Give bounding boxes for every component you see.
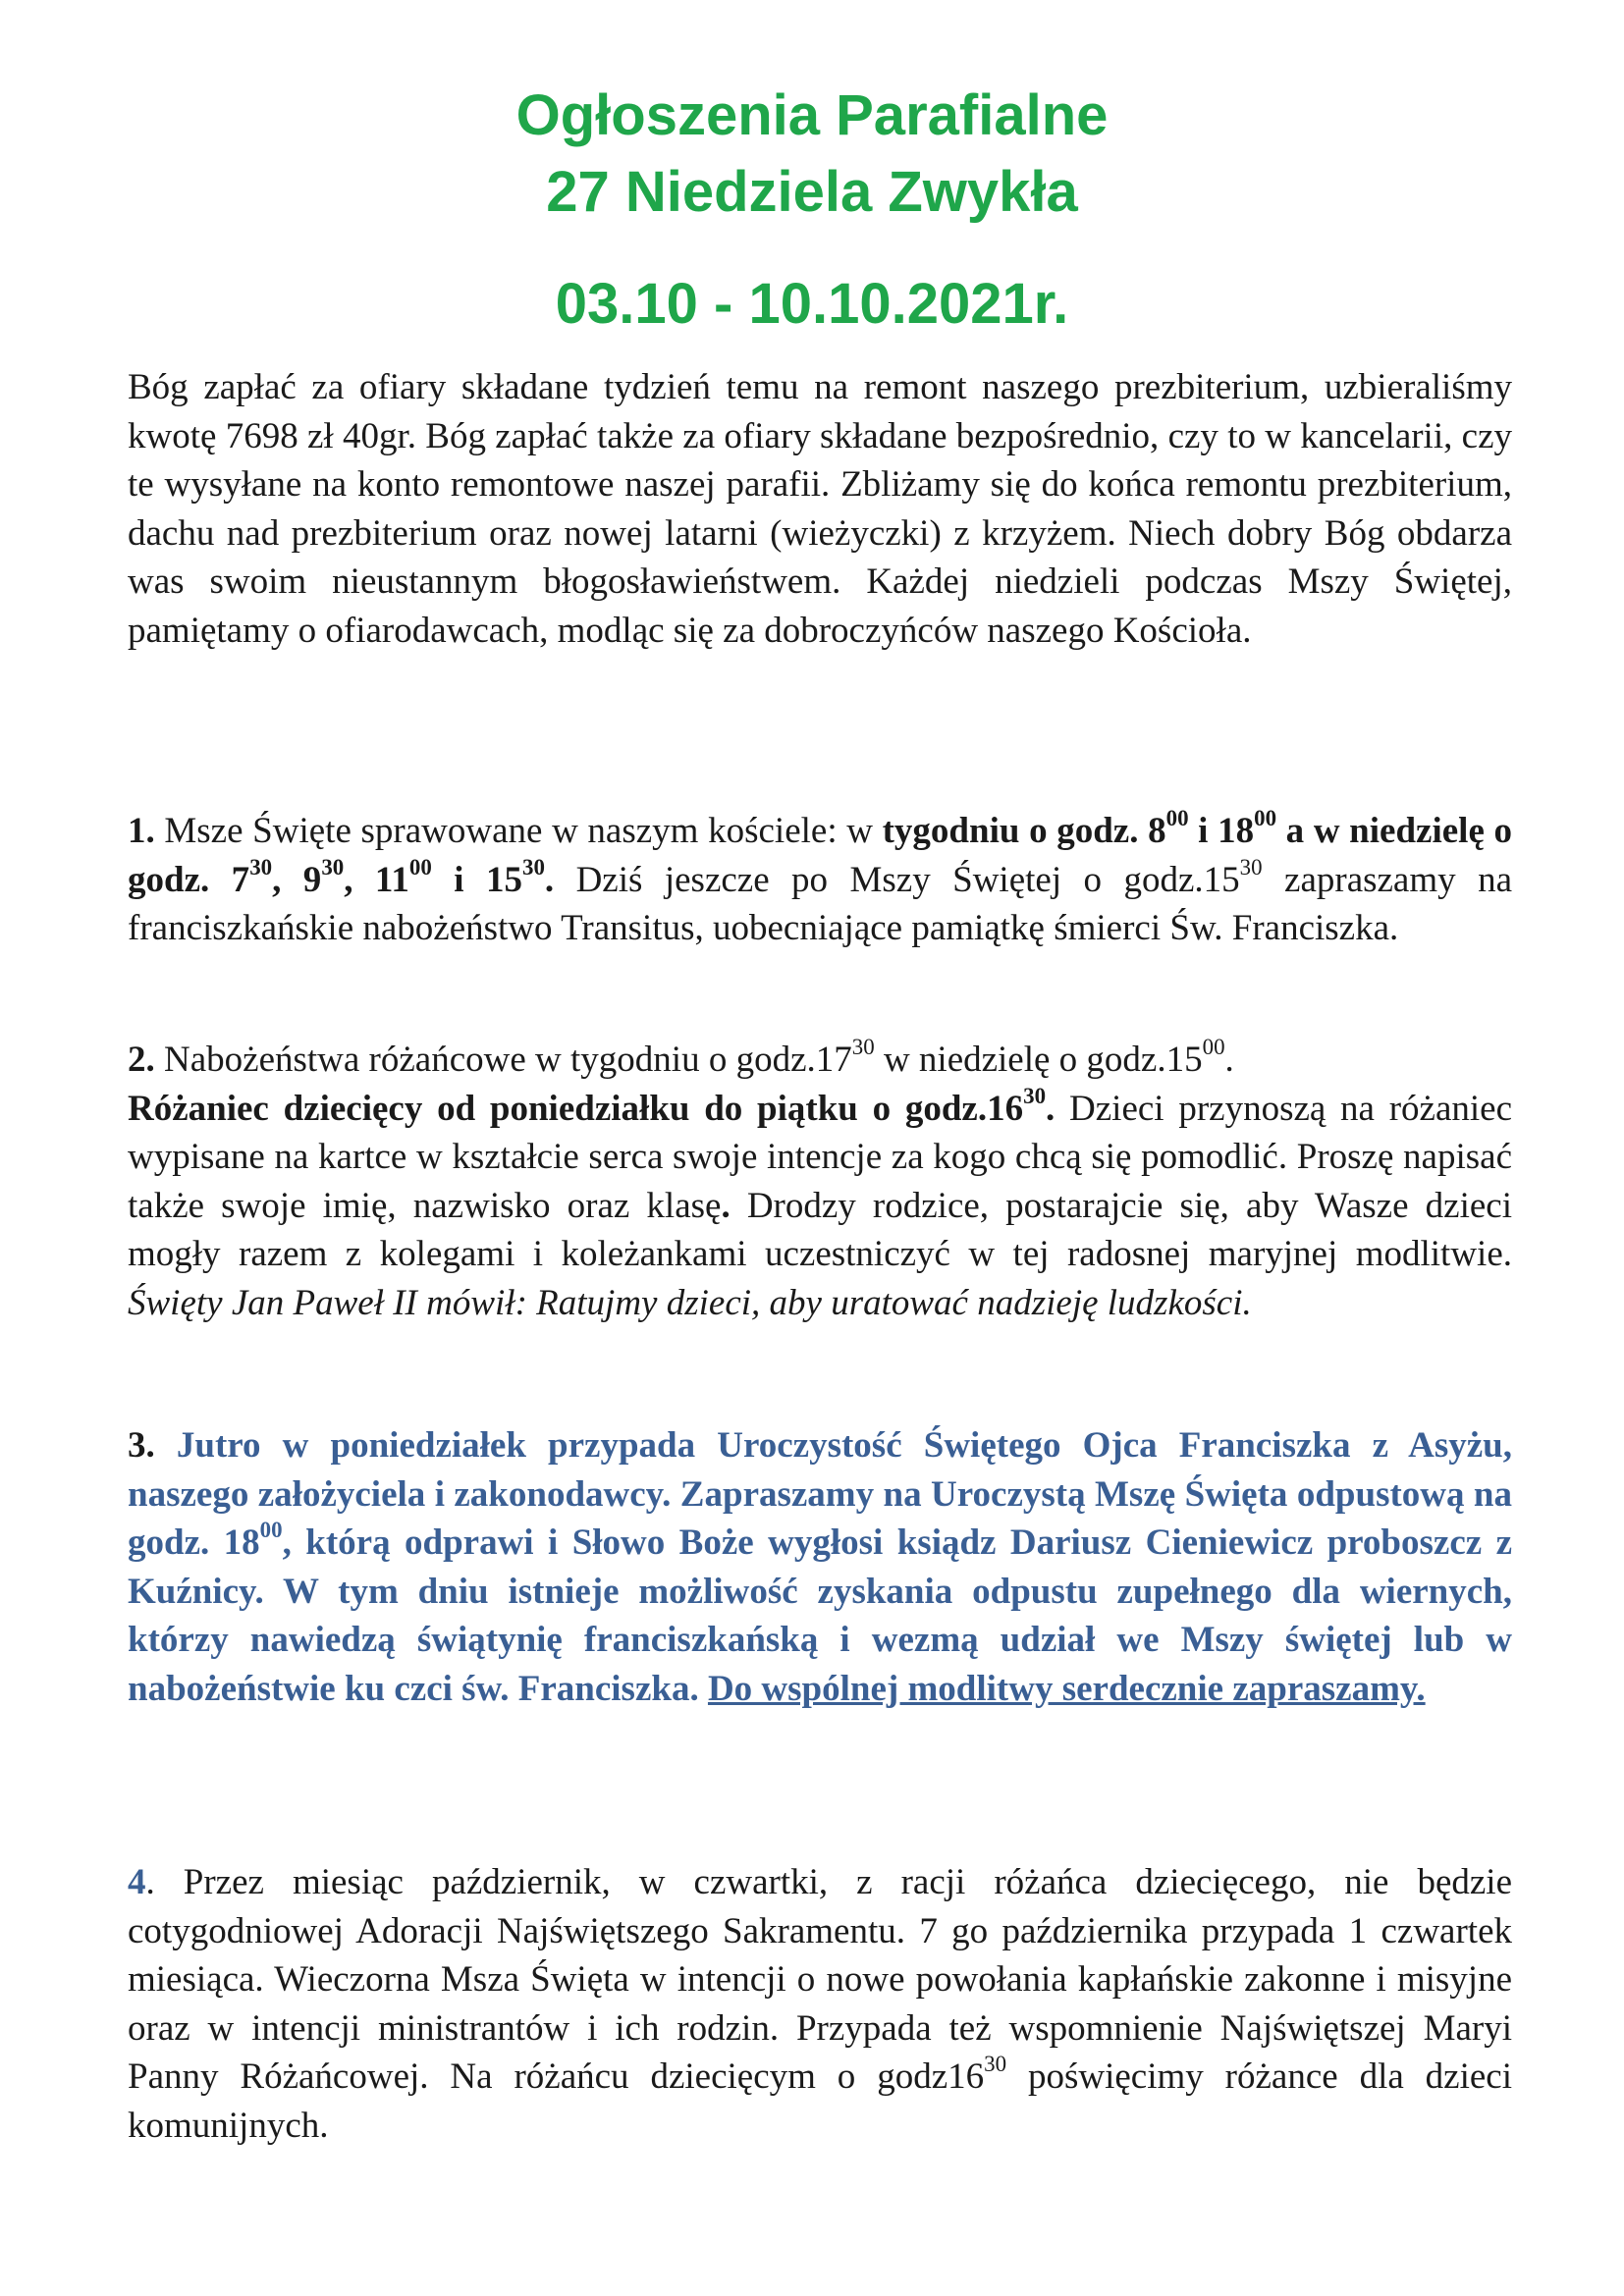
invitation-underlined: Do wspólnej modlitwy serdecznie zapraszamy. bbox=[707, 1668, 1426, 1709]
item-number-1: 1. bbox=[128, 811, 155, 851]
weekday-times: tygodniu o godz. $8^{00}$ i $18^{00}$ a w niedzielę o godz. $7^{30}$, $9^{30}$, $11^{00}$ i $15^{30}$. bbox=[128, 806, 1513, 900]
intro-paragraph: Bóg zapłać za ofiary składane tydzień temu na remont naszego prezbiterium, uzbieraliśmy kwotę 7698 zł 40gr. Bóg zapłać także za ofiary składane bezpośrednio, czy to w kancelarii, czy te wysyłane na konto remontowe naszej parafii. Zbliżamy się do końca remontu prezbiterium, dachu nad prezbiterium oraz nowej latarni (wieżyczki) z krzyżem. Niech dobry Bóg obdarza was swoim nieustannym błogosławieństwem. Każdej niedzieli podczas Mszy Świętej, pamiętamy o ofiarodawcach, modląc się za dobroczyńców naszego Kościoła. bbox=[128, 367, 1512, 651]
item-number-3: 3. bbox=[128, 1425, 155, 1466]
announcement-1: 1. Msze Święte sprawowane w naszym kościele: w tygodniu o godz. $8^{00}$ i $18^{00}$ a w niedzielę o godz. $7^{30}$, $9^{30}$, $11^{00}$ i $15^{30}$. Dziś jeszcze po Mszy Świętej o $godz.15^{30}$ zapraszamy na franciszkańskie nabożeństwo Transitus, uobecniające pamiątkę śmierci Św. Franciszka. bbox=[128, 806, 1513, 948]
date-range: 03.10 - 10.10.2021r. bbox=[555, 272, 1069, 336]
john-paul-quote: Święty Jan Paweł II mówił: Ratujmy dzieci, aby uratować nadzieję ludzkości. bbox=[128, 1282, 1252, 1323]
children-rosary-time: Różaniec dziecięcy od poniedziałku do piątku o $godz.16^{30}$. bbox=[128, 1083, 1056, 1129]
title-line-2: 27 Niedziela Zwykła bbox=[546, 160, 1078, 224]
announcement-2: 2. Nabożeństwa różańcowe w tygodniu o $godz.17^{30}$ w niedzielę o $godz.15^{00}$. Różaniec dziecięcy od poniedziałku do piątku o $godz.16^{30}$. Dzieci przynoszą na różaniec wypisane na kartce w kształcie serca swoje intencje za kogo chcą się pomodlić. Proszę napisać także swoje imię, nazwisko oraz klasę. Drodzy rodzice, postarajcie się, aby Wasze dzieci mogły razem z kolegami i koleżankami uczestniczyć w tej radosnej maryjnej modlitwie. Święty Jan Paweł II mówił: Ratujmy dzieci, aby uratować nadzieję ludzkości. bbox=[128, 1035, 1513, 1323]
announcement-3: 3. Jutro w poniedziałek przypada Uroczystość Świętego Ojca Franciszka z Asyżu, naszego założyciela i zakonodawcy. Zapraszamy na Uroczystą Mszę Święta odpustową na godz. $18^{00}$, którą odprawi i Słowo Boże wygłosi ksiądz Dariusz Cieniewicz proboszcz z Kuźnicy. W tym dniu istnieje możliwość zyskania odpustu zupełnego dla wiernych, którzy nawiedzą świątynię franciszkańską i wezmą udział we Mszy świętej lub w nabożeństwie ku czci św. Franciszka. Do wspólnej modlitwy serdecznie zapraszamy. bbox=[128, 1425, 1512, 1709]
title-line-1: Ogłoszenia Parafialne bbox=[515, 83, 1109, 147]
announcement-4: 4. Przez miesiąc październik, w czwartki, z racji różańca dziecięcego, nie będzie cotygodniowej Adoracji Najświętszego Sakramentu. 7 go października przypada 1 czwartek miesiąca. Wieczorna Msza Święta w intencji o nowe powołania kapłańskie zakonne i misyjne oraz w intencji ministrantów i ich rodzin. Przypada też wspomnienie Najświętszej Maryi Panny Różańcowej. Na różańcu dziecięcym o $godz16^{30}$ poświęcimy różance dla dzieci komunijnych. bbox=[128, 1862, 1512, 2146]
item-number-4: 4 bbox=[128, 1862, 146, 1902]
item-number-2: 2. bbox=[128, 1040, 155, 1080]
